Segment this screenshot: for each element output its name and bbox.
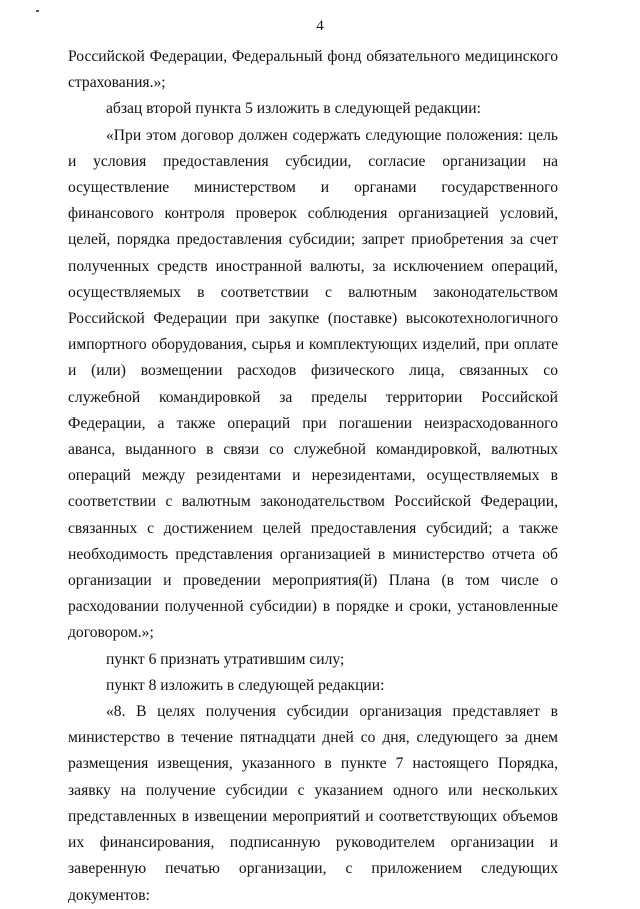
paragraph-continuation: Российской Федерации, Федеральный фонд обязательного медицинского страхования.»; <box>68 48 558 92</box>
page-number: 4 <box>316 18 324 34</box>
scan-artifact-dot <box>36 10 39 12</box>
paragraph-clause-8-text: «8. В целях получения субсидии организация представляет в министерство в течение пятнадцати дней со дня, следующего за днем размещения извещения, указанного в пункте 7 настоящего Порядка, заявку на получение субсидии с указанием одного или нескольких представленных в извещении мероприятий и соответствующих объемов их финансирования, подписанную руководителем организации и заверенную печатью организации, с приложением следующих документов: <box>68 703 558 904</box>
paragraph-amendment-8-intro: пункт 8 изложить в следующей редакции: <box>106 676 385 694</box>
document-body <box>68 44 558 909</box>
paragraph-clause-6-repeal: пункт 6 признать утратившим силу; <box>106 650 345 668</box>
paragraph-amendment-5-intro: абзац второй пункта 5 изложить в следующей редакции: <box>106 100 481 118</box>
paragraph-contract-provisions: «При этом договор должен содержать следующие положения: цель и условия предоставления субсидии, согласие организации на осуществление министерством и органами государственного финансового контроля проверок соблюдения организацией условий, целей, порядка предоставления субсидии; запрет приобретения за счет полученных средств иностранной валюты, за исключением операций, осуществляемых в соответствии с валютным законодательством Российской Федерации при закупке (поставке) высокотехнологичного импортного оборудования, сырья и комплектующих изделий, при оплате и (или) возмещении расходов физического лица, связанных со служебной командировкой за пределы территории Российской Федерации, а также операций при погашении неизрасходованного аванса, выданного в связи со служебной командировкой, валютных операций между резидентами и нерезидентами, осуществляемых в соответствии с валютным законодательством Российской Федерации, связанных с достижением целей предоставления субсидий; а также необходимость представления организацией в министерство отчета об организации и проведении мероприятия(й) Плана (в том числе о расходовании полученной субсидии) в порядке и сроки, установленные договором.»; <box>68 126 558 642</box>
